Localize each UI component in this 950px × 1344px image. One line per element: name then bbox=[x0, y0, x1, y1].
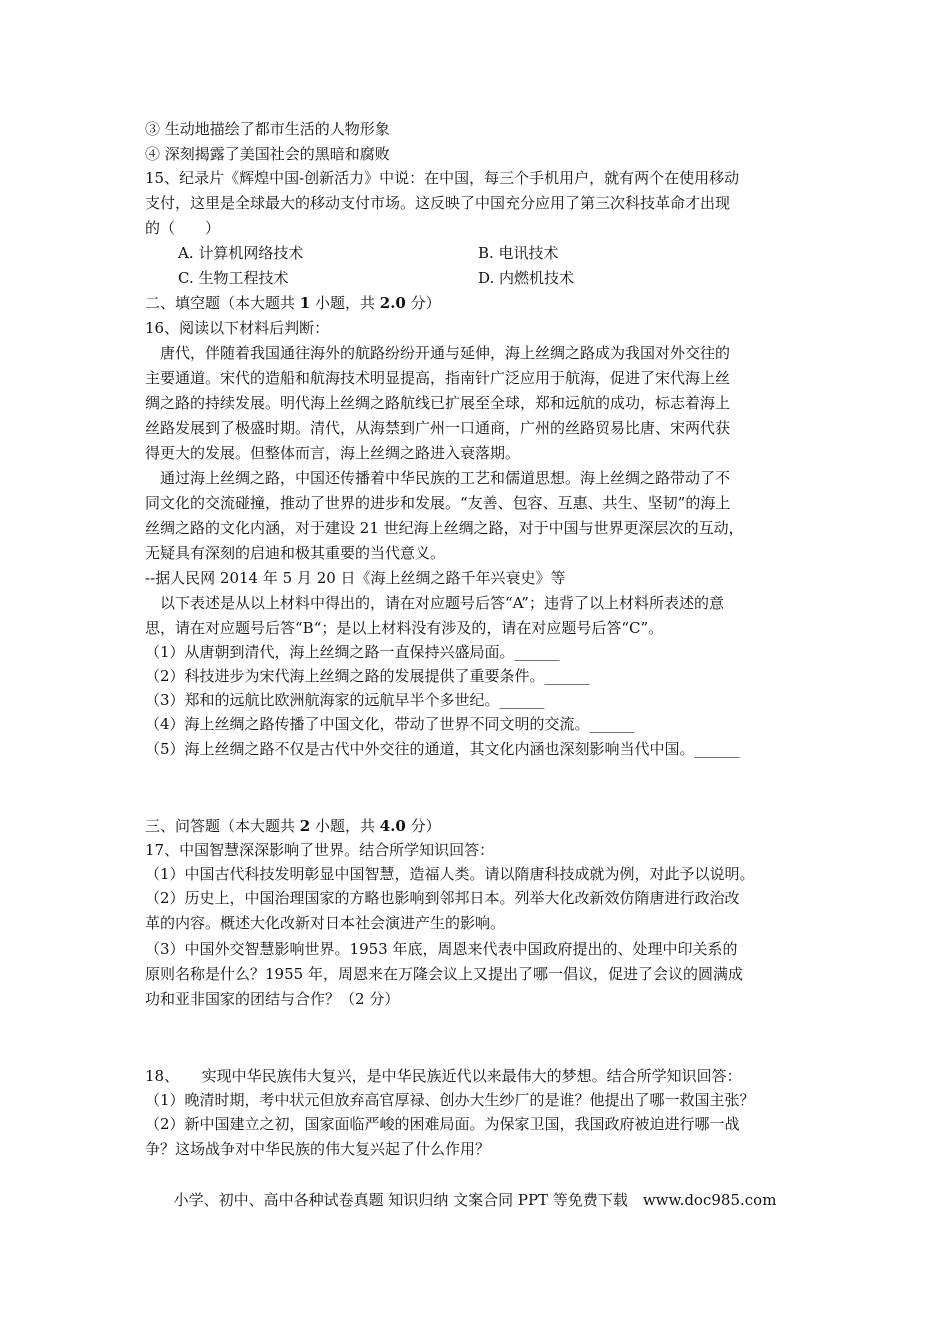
q15-option-a: A. 计算机网络技术 bbox=[178, 244, 304, 262]
q15-option-d: D. 内燃机技术 bbox=[478, 269, 575, 287]
q15-option-b: B. 电讯技术 bbox=[478, 244, 559, 262]
q14-option-3: ③ 生动地描绘了都市生活的人物形象 bbox=[145, 120, 390, 138]
q16-para1-line-2: 主要通道。宋代的造船和航海技术明显提高，指南针广泛应用于航海，促进了宋代海上丝 bbox=[145, 369, 731, 387]
q16-item-5: （5）海上丝绸之路不仅是古代中外交往的通道，其文化内涵也深刻影响当代中国。______ bbox=[145, 740, 740, 758]
section-2-heading: 二、填空题（本大题共 1 小题，共 2.0 分） bbox=[145, 294, 441, 312]
q18-part-2-line-1: （2）新中国建立之初，国家面临严峻的困难局面。为保家卫国，我国政府被迫进行哪一战 bbox=[145, 1115, 740, 1133]
q17-part-3-line-2: 原则名称是什么？1955 年，周恩来在万隆会议上又提出了哪一倡议，促进了会议的圆满成 bbox=[145, 965, 743, 983]
q16-item-2: （2）科技进步为宋代海上丝绸之路的发展提供了重要条件。______ bbox=[145, 667, 590, 685]
q16-instruction-line-1: 以下表述是从以上材料中得出的，请在对应题号后答“A”；违背了以上材料所表述的意 bbox=[160, 594, 724, 612]
section-3-heading: 三、问答题（本大题共 2 小题，共 4.0 分） bbox=[145, 817, 441, 835]
q17-part-2-line-2: 革的内容。概述大化改新对日本社会演进产生的影响。 bbox=[145, 914, 506, 932]
q16-para1-line-5: 得更大的发展。但整体而言，海上丝绸之路进入衰落期。 bbox=[145, 444, 521, 462]
q15-stem-line-3: 的（ ） bbox=[145, 219, 221, 237]
q16-item-3: （3）郑和的远航比欧洲航海家的远航早半个多世纪。______ bbox=[145, 691, 545, 709]
q16-para1-line-4: 丝路发展到了极盛时期。清代，从海禁到广州一口通商，广州的丝路贸易比唐、宋两代获 bbox=[145, 419, 731, 437]
q16-para1-line-1: 唐代，伴随着我国通往海外的航路纷纷开通与延伸，海上丝绸之路成为我国对外交往的 bbox=[160, 344, 731, 362]
q16-para1-line-3: 绸之路的持续发展。明代海上丝绸之路航线已扩展至全球，郑和远航的成功，标志着海上 bbox=[145, 394, 731, 412]
q16-para2-line-4: 无疑具有深刻的启迪和极其重要的当代意义。 bbox=[145, 544, 446, 562]
q15-stem-line-1: 15、纪录片《辉煌中国-创新活力》中说：在中国，每三个手机用户，就有两个在使用移动 bbox=[145, 169, 740, 187]
q15-option-c: C. 生物工程技术 bbox=[178, 269, 289, 287]
q16-instruction-line-2: 思，请在对应题号后答“B“；是以上材料没有涉及的，请在对应题号后答“C”。 bbox=[145, 619, 664, 637]
q18-part-1: （1）晚清时期，考中状元但放弃高官厚禄、创办大生纱厂的是谁？他提出了哪一救国主张？ bbox=[145, 1091, 755, 1109]
q16-intro: 16、阅读以下材料后判断： bbox=[145, 319, 330, 337]
q16-para2-line-3: 丝绸之路的文化内涵，对于建设 21 世纪海上丝绸之路，对于中国与世界更深层次的互动， bbox=[145, 519, 744, 537]
q14-option-4: ④ 深刻揭露了美国社会的黑暗和腐败 bbox=[145, 145, 390, 163]
q16-source: --据人民网 2014 年 5 月 20 日《海上丝绸之路千年兴衰史》等 bbox=[145, 569, 566, 587]
q17-part-3-line-3: 功和亚非国家的团结与合作？（2 分） bbox=[145, 990, 400, 1008]
q16-para2-line-2: 同文化的交流碰撞，推动了世界的进步和发展。“友善、包容、互惠、共生、坚韧”的海上 bbox=[145, 494, 731, 512]
q17-part-2-line-1: （2）历史上，中国治理国家的方略也影响到邻邦日本。列举大化改新效仿隋唐进行政治改 bbox=[145, 889, 740, 907]
q18-stem: 18、 实现中华民族伟大复兴，是中华民族近代以来最伟大的梦想。结合所学知识回答： bbox=[145, 1067, 742, 1085]
q16-item-1: （1）从唐朝到清代，海上丝绸之路一直保持兴盛局面。______ bbox=[145, 643, 560, 661]
q17-part-1: （1）中国古代科技发明彰显中国智慧，造福人类。请以隋唐科技成就为例，对此予以说明。 bbox=[145, 865, 755, 883]
page-footer: 小学、初中、高中各种试卷真题 知识归纳 文案合同 PPT 等免费下载 www.doc985.com bbox=[173, 1191, 777, 1209]
q18-part-2-line-2: 争？这场战争对中华民族的伟大复兴起了什么作用？ bbox=[145, 1140, 491, 1158]
q17-part-3-line-1: （3）中国外交智慧影响世界。1953 年底，周恩来代表中国政府提出的、处理中印关系的 bbox=[145, 940, 738, 958]
q15-stem-line-2: 支付，这里是全球最大的移动支付市场。这反映了中国充分应用了第三次科技革命才出现 bbox=[145, 194, 731, 212]
q16-para2-line-1: 通过海上丝绸之路，中国还传播着中华民族的工艺和儒道思想。海上丝绸之路带动了不 bbox=[160, 469, 731, 487]
q17-stem: 17、中国智慧深深影响了世界。结合所学知识回答： bbox=[145, 841, 495, 859]
q16-item-4: （4）海上丝绸之路传播了中国文化，带动了世界不同文明的交流。______ bbox=[145, 715, 635, 733]
